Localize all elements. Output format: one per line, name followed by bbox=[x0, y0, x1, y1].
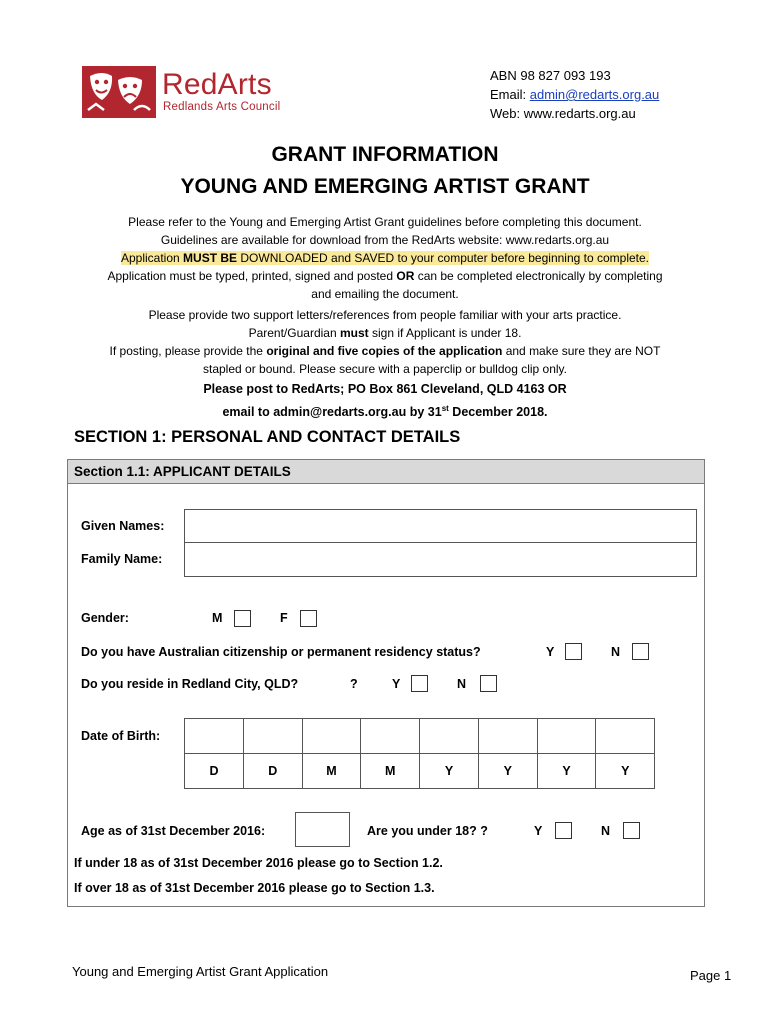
reside-y-label: Y bbox=[392, 677, 401, 691]
under18-y-label: Y bbox=[534, 824, 543, 838]
reside-n-label: N bbox=[457, 677, 467, 691]
intro-line: Parent/Guardian must sign if Applicant is under 18. bbox=[248, 326, 522, 340]
dob-input-cell[interactable] bbox=[478, 718, 538, 754]
age-field[interactable] bbox=[295, 812, 350, 847]
dob-label-cell bbox=[478, 753, 538, 789]
dob-label-cell bbox=[302, 753, 362, 789]
citizenship-n-checkbox[interactable] bbox=[632, 643, 649, 660]
over18-note: If over 18 as of 31st December 2016 please go to Section 1.3. bbox=[74, 881, 435, 895]
dob-part-label: Y bbox=[562, 764, 571, 778]
dob-part-label: M bbox=[326, 764, 337, 778]
dob-part-label: M bbox=[385, 764, 396, 778]
given-names-label: Given Names: bbox=[81, 519, 165, 533]
dob-input-cell[interactable] bbox=[243, 718, 303, 754]
dob-part-label: D bbox=[268, 764, 278, 778]
under18-note: If under 18 as of 31st December 2016 please go to Section 1.2. bbox=[74, 856, 443, 870]
citizenship-y-checkbox[interactable] bbox=[565, 643, 582, 660]
gender-f-label: F bbox=[280, 611, 288, 625]
post-instructions: Please post to RedArts; PO Box 861 Cleveland, QLD 4163 OR email to admin@redarts.org.au by 31st December 2018. bbox=[203, 382, 567, 420]
intro-line: Please provide two support letters/references from people familiar with your arts practice. bbox=[148, 308, 622, 322]
citizenship-question: Do you have Australian citizenship or permanent residency status? bbox=[81, 645, 481, 659]
dob-input-cell[interactable] bbox=[302, 718, 362, 754]
email-link[interactable]: admin@redarts.org.au bbox=[529, 87, 660, 102]
given-names-field[interactable] bbox=[184, 509, 697, 544]
reside-y-checkbox[interactable] bbox=[411, 675, 428, 692]
logo-subtitle: Redlands Arts Council bbox=[163, 101, 281, 113]
dob-input-cell[interactable] bbox=[537, 718, 597, 754]
intro-line: stapled or bound. Please secure with a paperclip or bulldog clip only. bbox=[203, 362, 567, 376]
dob-input-cell[interactable] bbox=[419, 718, 479, 754]
page-subtitle: YOUNG AND EMERGING ARTIST GRANT bbox=[180, 175, 590, 198]
contact-block bbox=[490, 66, 659, 123]
applicant-details-box bbox=[67, 459, 705, 907]
page-number: Page 1 bbox=[690, 968, 732, 983]
dob-label-cell bbox=[184, 753, 244, 789]
under18-n-checkbox[interactable] bbox=[623, 822, 640, 839]
instructions bbox=[60, 213, 710, 378]
logo-name: RedArts bbox=[162, 68, 272, 101]
dob-input-cell[interactable] bbox=[595, 718, 655, 754]
section-subheading: Section 1.1: APPLICANT DETAILS bbox=[68, 460, 704, 484]
intro-line: Please refer to the Young and Emerging Artist Grant guidelines before completing this document. bbox=[128, 215, 642, 229]
intro-line: If posting, please provide the original and five copies of the application and make sure they are NOT bbox=[109, 344, 661, 358]
dob-grid bbox=[184, 718, 654, 788]
gender-f-checkbox[interactable] bbox=[300, 610, 317, 627]
abn-text: ABN 98 827 093 193 bbox=[490, 68, 611, 83]
intro-line: Application must be typed, printed, signed and posted OR can be completed electronically by completing bbox=[107, 269, 663, 283]
age-label: Age as of 31st December 2016: bbox=[81, 824, 266, 838]
intro-line: Guidelines are available for download from the RedArts website: www.redarts.org.au bbox=[160, 233, 610, 247]
dob-label-cell bbox=[537, 753, 597, 789]
email-line: Email: admin@redarts.org.au bbox=[490, 87, 660, 102]
gender-m-checkbox[interactable] bbox=[234, 610, 251, 627]
reside-question: Do you reside in Redland City, QLD? bbox=[81, 677, 299, 691]
web-text: Web: www.redarts.org.au bbox=[490, 106, 636, 121]
reside-question-mark: ? bbox=[350, 677, 358, 691]
page-title: GRANT INFORMATION bbox=[271, 143, 499, 166]
redarts-logo bbox=[82, 66, 292, 118]
gender-m-label: M bbox=[212, 611, 223, 625]
dob-part-label: Y bbox=[621, 764, 630, 778]
under18-y-checkbox[interactable] bbox=[555, 822, 572, 839]
dob-input-cell[interactable] bbox=[360, 718, 420, 754]
citizenship-y-label: Y bbox=[546, 645, 555, 659]
dob-label-cell bbox=[243, 753, 303, 789]
intro-line-highlighted: Application MUST BE DOWNLOADED and SAVED to your computer before beginning to complete. bbox=[120, 251, 650, 265]
reside-n-checkbox[interactable] bbox=[480, 675, 497, 692]
theatre-masks-icon bbox=[82, 66, 156, 118]
under18-n-label: N bbox=[601, 824, 611, 838]
intro-line: and emailing the document. bbox=[311, 287, 459, 301]
dob-label-cell bbox=[595, 753, 655, 789]
citizenship-n-label: N bbox=[611, 645, 621, 659]
dob-part-label: Y bbox=[503, 764, 512, 778]
section-heading: SECTION 1: PERSONAL AND CONTACT DETAILS bbox=[74, 428, 461, 446]
dob-label-cell bbox=[419, 753, 479, 789]
family-name-label: Family Name: bbox=[81, 552, 163, 566]
footer-title: Young and Emerging Artist Grant Application bbox=[72, 964, 329, 979]
family-name-field[interactable] bbox=[184, 542, 697, 577]
gender-label: Gender: bbox=[81, 611, 129, 625]
dob-input-cell[interactable] bbox=[184, 718, 244, 754]
dob-label: Date of Birth: bbox=[81, 729, 161, 743]
under18-question: Are you under 18? ? bbox=[367, 824, 488, 838]
dob-label-cell bbox=[360, 753, 420, 789]
dob-part-label: Y bbox=[444, 764, 454, 778]
dob-part-label: D bbox=[209, 764, 219, 778]
